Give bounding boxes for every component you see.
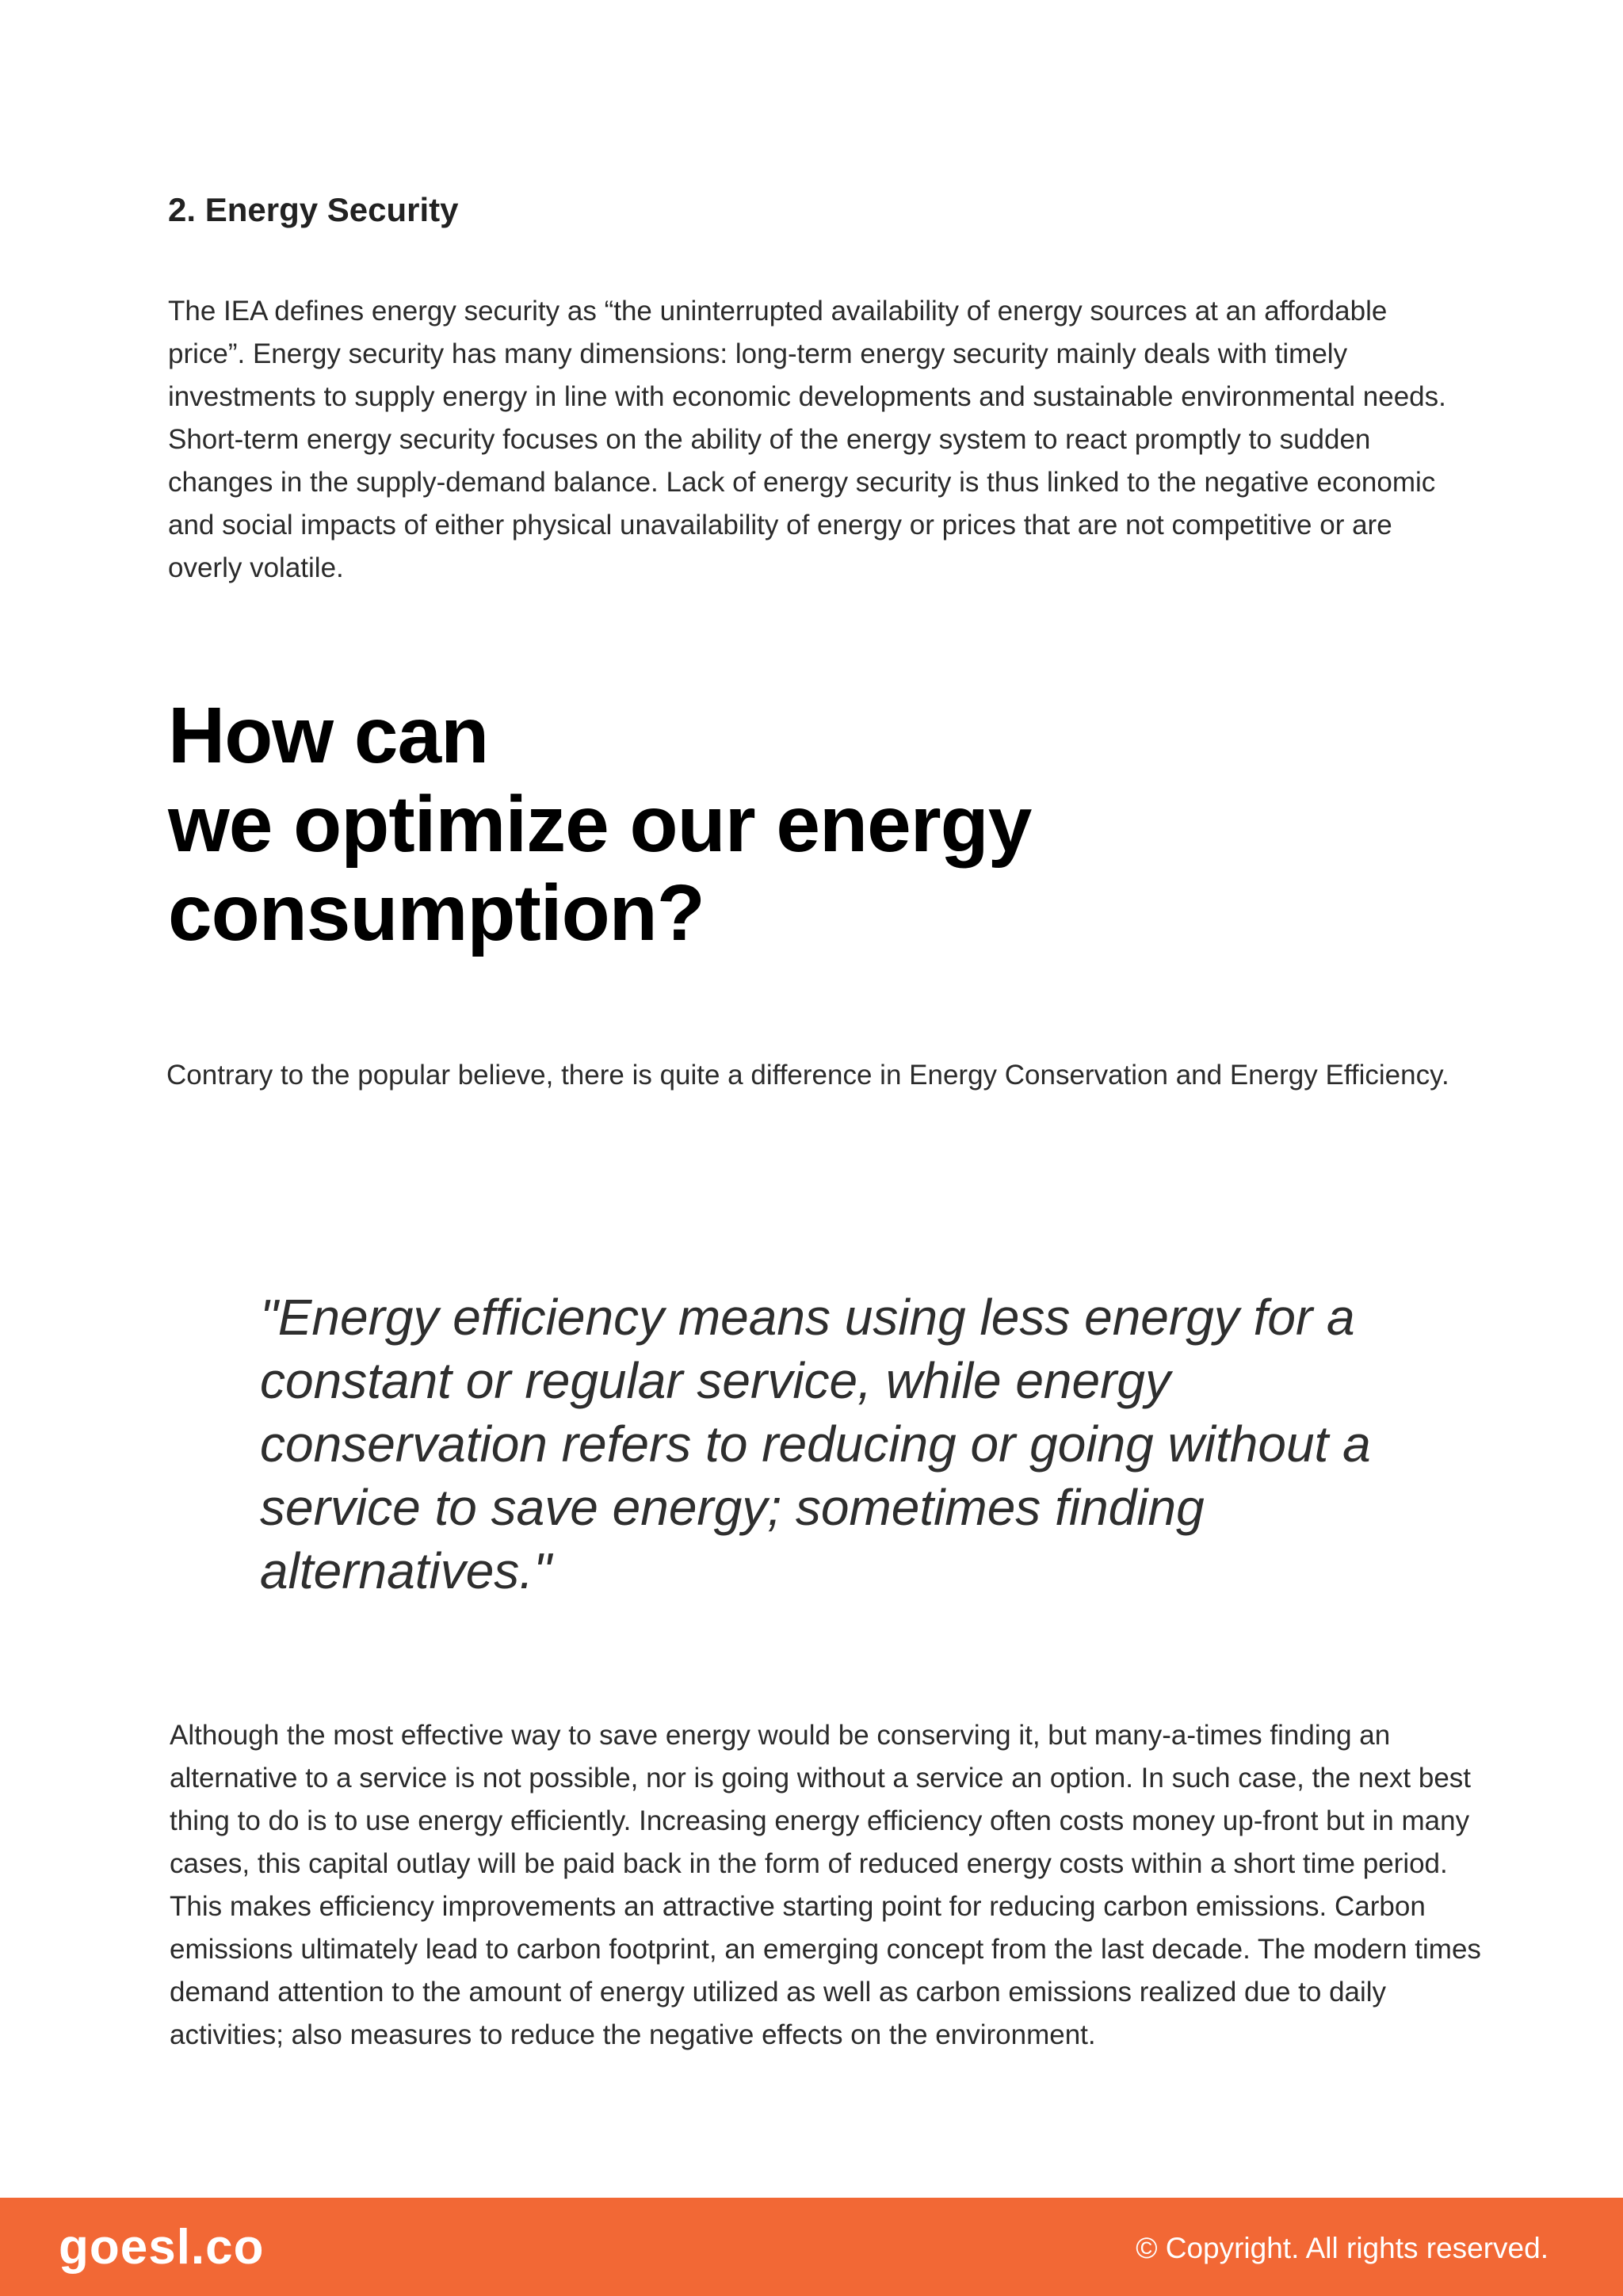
title-line-3: consumption? bbox=[168, 869, 705, 957]
pull-quote: "Energy efficiency means using less energy for a constant or regular service, while energy conservation refers to reducing or going without a service to save energy; sometimes finding alternatives." bbox=[260, 1289, 1371, 1599]
intro-paragraph: Contrary to the popular believe, there is quite a difference in Energy Conservation and Energy Efficiency. bbox=[166, 1060, 1449, 1091]
energy-security-paragraph: The IEA defines energy security as “the uninterrupted availability of energy sources at an affordable price”. Energy security has many dimensions: long-term energy security mainly deals with timely investments to supply energy in line with economic developments and sustainable environmental needs. Short-term energy security focuses on the ability of the energy system to react promptly to sudden changes in the supply-demand balance. Lack of energy security is thus linked to the negative economic and social impacts of either physical unavailability of energy or prices that are not competitive or are overly volatile. bbox=[168, 296, 1446, 583]
body-paragraph: Although the most effective way to save energy would be conserving it, but many-a-times finding an alternative to a service is not possible, nor is going without a service an option. In such case, the next best thing to do is to use energy efficiently. Increasing energy efficiency often costs money up-front but in many cases, this capital outlay will be paid back in the form of reduced energy costs within a short time period. This makes efficiency improvements an attractive starting point for reducing carbon emissions. Carbon emissions ultimately lead to carbon footprint, an emerging concept from the last decade. The modern times demand attention to the amount of energy utilized as well as carbon emissions realized due to daily activities; also measures to reduce the negative effects on the environment. bbox=[170, 1720, 1481, 2050]
section-heading: 2. Energy Security bbox=[168, 191, 459, 228]
title-line-2: we optimize our energy bbox=[168, 780, 1032, 869]
title-line-1: How can bbox=[168, 691, 489, 780]
brand-logo-text[interactable]: goesl.co bbox=[59, 2220, 265, 2275]
copyright-notice: © Copyright. All rights reserved. bbox=[1136, 2232, 1549, 2264]
footer-bar bbox=[0, 2198, 1623, 2296]
page-title bbox=[168, 691, 1031, 957]
